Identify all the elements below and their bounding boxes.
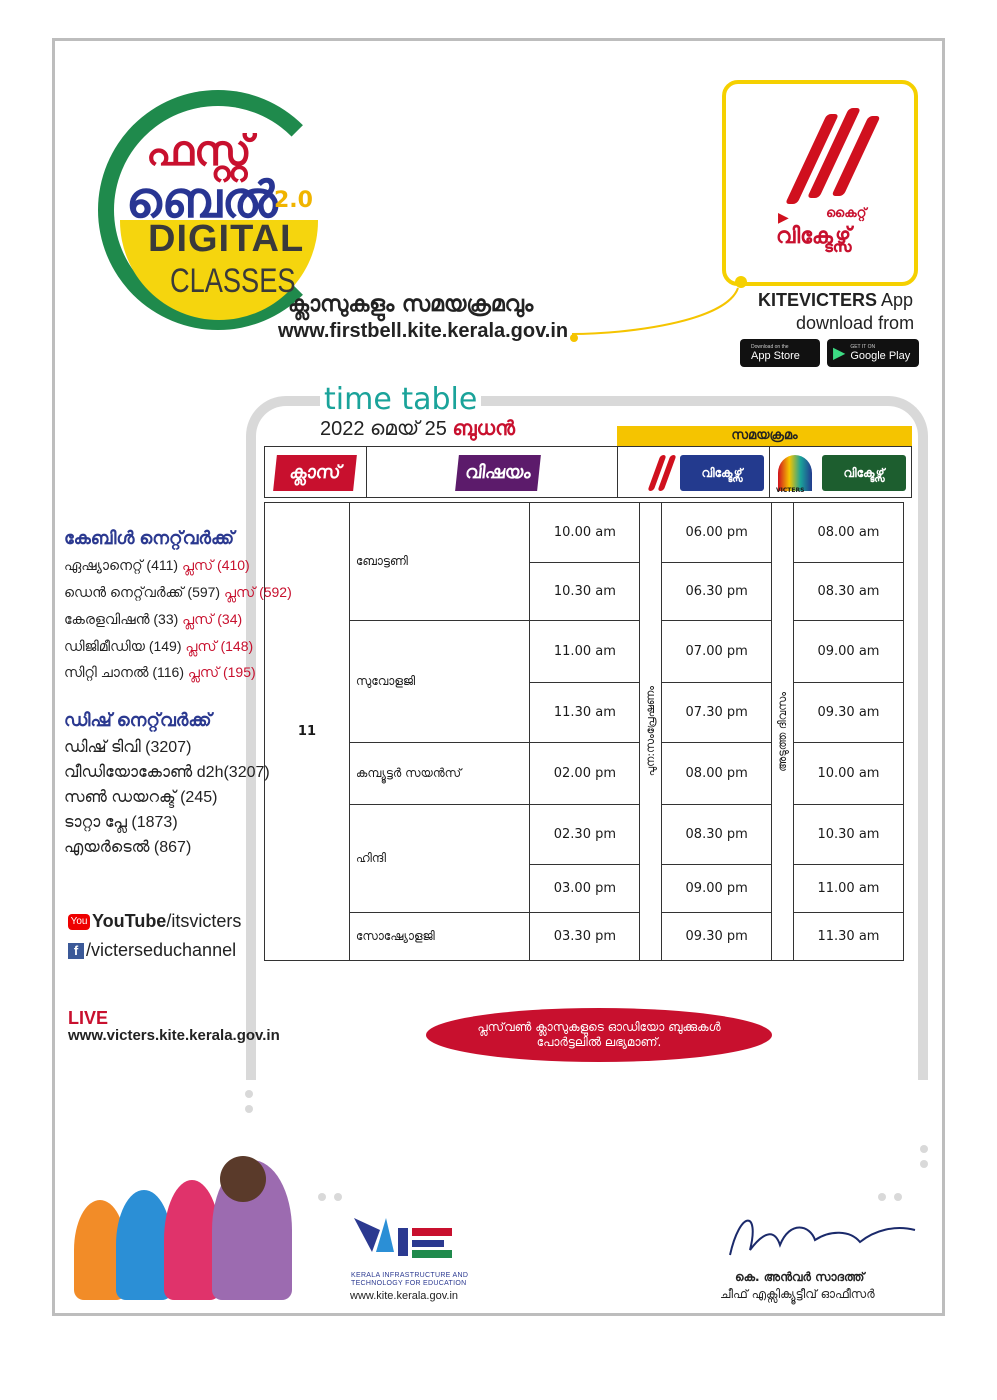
app-title (758, 290, 913, 311)
cable-item (64, 584, 292, 601)
time-cell: 02.30 pm (530, 805, 640, 865)
signatory-name: കെ. അൻവർ സാദത്ത് (735, 1270, 865, 1284)
time-cell: 07.00 pm (662, 621, 772, 683)
time-cell: 06.30 pm (662, 563, 772, 621)
victers-brand-name: വിക്ടേഴ്സ് (776, 224, 852, 249)
page-subtitle: ക്ലാസുകളും സമയക്രമവും (288, 292, 534, 317)
class-cell: 11 (265, 503, 350, 961)
plus-number: (592) (259, 584, 292, 600)
timetable-title: time table (320, 382, 481, 417)
subject-cell: സുവോളജി (349, 621, 529, 743)
notice-line2: പോർട്ടലിൽ ലഭ്യമാണ്. (536, 1035, 662, 1049)
time-cell: 09.30 pm (662, 913, 772, 961)
dish-item: ഡിഷ് ടിവി (3207) (64, 739, 192, 756)
google-play-button[interactable] (827, 339, 919, 367)
time-cell: 07.30 pm (662, 683, 772, 743)
plus-word: പ്ലസ് (182, 611, 214, 627)
plus-word: പ്ലസ് (223, 584, 256, 600)
table-row (265, 805, 904, 865)
notice-line1: പ്ലസ്‌വൺ ക്ലാസുകളുടെ ഓഡിയോ ബുക്കുകൾ (477, 1020, 721, 1034)
table-row (265, 913, 904, 961)
time-cell: 06.00 pm (662, 503, 772, 563)
panel-dot (334, 1193, 342, 1201)
time-cell: 09.30 am (793, 683, 903, 743)
victers-plus-badge: വിക്ടേഴ്സ് (822, 455, 906, 491)
header-victers-plus-cell (770, 447, 913, 497)
logo-classes: CLASSES (170, 262, 296, 300)
plus-word: പ്ലസ് (187, 664, 220, 680)
plus-word: പ്ലസ് (181, 557, 214, 573)
dish-item: വീഡിയോകോൺ d2h(3207) (64, 764, 270, 781)
live-url[interactable]: www.victers.kite.kerala.gov.in (68, 1027, 280, 1044)
kitevicters-logo-box (722, 80, 918, 286)
time-cell: 09.00 am (793, 621, 903, 683)
child-head (220, 1156, 266, 1202)
facebook-link[interactable] (68, 940, 236, 961)
victers-stripes-icon (798, 104, 878, 204)
table-row (265, 743, 904, 805)
connector-dot-right (735, 276, 747, 288)
kite-fullname: KERALA INFRASTRUCTURE AND TECHNOLOGY FOR EDUCATION (351, 1272, 469, 1287)
next-day-label: അടുത്ത ദിവസം (776, 691, 790, 772)
dish-item: എയർടെൽ (867) (64, 839, 192, 856)
app-name-suffix: App (877, 290, 914, 310)
time-cell: 03.30 pm (530, 913, 640, 961)
cable-item (64, 664, 256, 681)
youtube-icon: You (68, 914, 90, 930)
header-subject-cell (367, 447, 618, 497)
cable-name: ഡെൻ നെറ്റ്‌വർക്ക് (597) (64, 584, 221, 600)
table-row (265, 621, 904, 683)
audiobook-notice (426, 1008, 772, 1062)
schedule-header: സമയക്രമം (617, 426, 912, 446)
app-name: KITEVICTERS (758, 290, 878, 310)
connector-dot (570, 334, 578, 342)
connector-line (566, 282, 746, 342)
time-cell: 08.00 am (793, 503, 903, 563)
rebroadcast-label: പുന:സംപ്രേഷണം (644, 686, 658, 777)
time-cell: 03.00 pm (530, 865, 640, 913)
subject-cell: സോഷ്യോളജി (349, 913, 529, 961)
header-subject: വിഷയം (455, 455, 541, 491)
time-cell: 11.00 am (793, 865, 903, 913)
cable-name: ഡിജിമീഡിയ (149) (64, 638, 182, 654)
kite-logo (350, 1212, 462, 1272)
cable-item (64, 638, 253, 655)
play-icon: ▶ (778, 210, 789, 226)
youtube-link[interactable] (68, 911, 241, 932)
subject-cell: കമ്പ്യൂട്ടർ സയൻസ് (349, 743, 529, 805)
cable-name: സിറ്റി ചാനൽ (116) (64, 664, 184, 680)
facebook-icon: f (68, 943, 84, 959)
time-cell: 10.00 am (530, 503, 640, 563)
logo-version: 2.0 (274, 188, 313, 213)
logo-title-line1: ഫസ്റ്റ് (146, 126, 252, 175)
plus-word: പ്ലസ് (185, 638, 217, 654)
date-text: 2022 മെയ് 25 (320, 418, 447, 440)
time-cell: 08.30 am (793, 563, 903, 621)
youtube-handle: /itsvicters (166, 911, 242, 931)
victers-plus-label: VICTERS (776, 487, 805, 494)
plus-number: (148) (220, 638, 254, 654)
victers-plus-icon (778, 455, 812, 491)
panel-dot (245, 1090, 253, 1098)
time-cell: 10.30 am (793, 805, 903, 865)
victers-channel-badge: വിക്ടേഴ്സ് (680, 455, 764, 491)
kite-url[interactable]: www.kite.kerala.gov.in (350, 1290, 459, 1302)
table-row (265, 503, 904, 563)
live-label: LIVE (68, 1008, 109, 1028)
app-store-button[interactable] (740, 339, 820, 367)
play-store-icon: ▶ (833, 345, 846, 362)
header-class-cell (265, 447, 367, 497)
signatory-designation: ചീഫ് എക്സിക്യൂട്ടീവ് ഓഫീസർ (720, 1287, 875, 1301)
facebook-handle: /victerseduchannel (86, 940, 237, 960)
time-cell: 10.00 am (793, 743, 903, 805)
panel-dot (245, 1105, 253, 1113)
google-play-label: Google Play (850, 350, 911, 362)
time-cell: 11.00 am (530, 621, 640, 683)
panel-dot (920, 1160, 928, 1168)
table-header (264, 446, 912, 498)
cable-heading: കേബിൾ നെറ്റ്‌വർക്ക് (64, 528, 235, 548)
google-play-small: GET IT ON (850, 344, 876, 350)
time-cell: 11.30 am (530, 683, 640, 743)
download-from-label: download from (796, 313, 915, 333)
victers-brand-small: കൈറ്റ് (826, 206, 867, 221)
header-victers-cell (618, 447, 770, 497)
youtube-brand: YouTube (92, 911, 167, 931)
timetable-table (264, 502, 904, 961)
panel-dot (920, 1145, 928, 1153)
time-cell: 09.00 pm (662, 865, 772, 913)
cable-name: കേരളവിഷൻ (33) (64, 611, 179, 627)
dish-heading: ഡിഷ് നെറ്റ്‌വർക്ക് (64, 710, 212, 730)
logo-digital: DIGITAL (148, 218, 305, 260)
time-cell: 08.30 pm (662, 805, 772, 865)
next-day-label-cell (772, 503, 794, 961)
dish-item: സൺ ഡയറക്ട് (245) (64, 789, 218, 806)
firstbell-url[interactable]: www.firstbell.kite.kerala.gov.in (278, 320, 569, 342)
google-play-text (850, 344, 910, 362)
cable-item (64, 611, 242, 628)
plus-number: (410) (217, 557, 250, 573)
day-text: ബുധൻ (452, 418, 515, 440)
time-cell: 11.30 am (793, 913, 903, 961)
time-cell: 10.30 am (530, 563, 640, 621)
logo-title-line2: ബെൽ (126, 170, 278, 229)
time-cell: 08.00 pm (662, 743, 772, 805)
cable-item (64, 557, 250, 574)
time-cell: 02.00 pm (530, 743, 640, 805)
children-illustration (70, 1150, 300, 1300)
plus-number: (34) (217, 611, 243, 627)
cable-name: ഏഷ്യാനെറ്റ് (411) (64, 557, 179, 573)
subject-cell: ഹിന്ദി (349, 805, 529, 913)
dish-item: ടാറ്റാ പ്ലേ (1873) (64, 814, 178, 831)
app-store-small: Download on the (751, 344, 789, 350)
rebroadcast-label-cell (640, 503, 662, 961)
timetable-date (320, 418, 515, 441)
signature (720, 1200, 920, 1270)
subject-cell: ബോട്ടണി (349, 503, 529, 621)
plus-number: (195) (222, 664, 256, 680)
panel-dot (318, 1193, 326, 1201)
app-store-text (751, 344, 800, 362)
header-class: ക്ലാസ് (273, 455, 357, 491)
app-store-label: App Store (751, 350, 800, 362)
